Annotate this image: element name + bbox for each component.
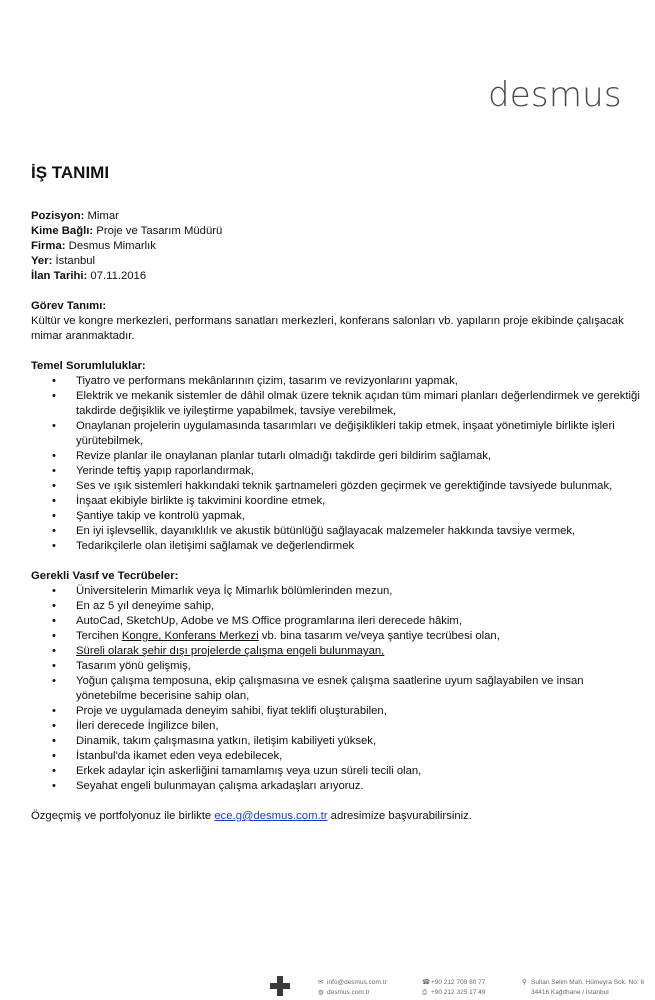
company-logo: desmus <box>488 75 622 115</box>
responsibilities-list <box>31 374 641 554</box>
meta-value: Proje ve Tasarım Müdürü <box>93 225 223 237</box>
list-item: • Tedarikçilerle olan iletişimi sağlamak ve değerlendirmek <box>31 539 641 554</box>
footer-contact-web <box>318 978 387 998</box>
phone-icon: ☎ <box>422 979 431 986</box>
footer-fax: +90 212 325 17 49 <box>431 989 486 996</box>
qualifications-list <box>31 584 641 794</box>
list-item: • En az 5 yıl deneyime sahip, <box>31 599 641 614</box>
list-item: • Şantiye takip ve kontrolü yapmak, <box>31 509 641 524</box>
list-item: • AutoCad, SketchUp, Adobe ve MS Office programlarına ileri derecede hâkim, <box>31 614 641 629</box>
list-item: • Elektrik ve mekanik sistemler de dâhil olmak üzere teknik açıdan tüm mimari planları değerlendirmek ve gerektiği takdirde değişiklik ve iyileştirme yapabilmek, tavsiye verebilmek, <box>31 389 641 419</box>
list-item: • Tasarım yönü gelişmiş, <box>31 659 641 674</box>
fax-icon: ⎙ <box>422 989 428 996</box>
apply-line <box>31 809 641 824</box>
list-item: • En iyi işlevsellik, dayanıklılık ve akustik bütünlüğü sağlayacak malzemeler hakkında tavsiye vermek, <box>31 524 641 539</box>
list-item <box>31 644 641 659</box>
meta-block <box>31 209 641 284</box>
footer <box>0 976 655 1000</box>
responsibilities-title: Temel Sorumluluklar: <box>31 360 146 372</box>
meta-label: İlan Tarihi: <box>31 270 88 282</box>
meta-value: İstanbul <box>52 255 96 267</box>
page-title: İŞ TANIMI <box>31 163 110 182</box>
list-item: • İnşaat ekibiyle birlikte iş takvimini koordine etmek, <box>31 494 641 509</box>
meta-label: Firma: <box>31 240 66 252</box>
qualifications-title: Gerekli Vasıf ve Tecrübeler: <box>31 570 179 582</box>
list-item: • Proje ve uygulamada deneyim sahibi, fiyat teklifi oluşturabilen, <box>31 704 641 719</box>
duty-text: Kültür ve kongre merkezleri, performans sanatları merkezleri, konferans salonları vb. yapıların proje ekibinde çalışacak mimar aranmaktadır. <box>31 315 624 342</box>
meta-position <box>31 209 641 224</box>
item-underlined-text: Süreli olarak şehir dışı projelerde çalışma engeli bulunmayan, <box>76 645 385 657</box>
meta-reports-to <box>31 224 641 239</box>
footer-phone: +90 212 709 80 77 <box>431 979 486 986</box>
item-text: vb. bina tasarım ve/veya şantiye tecrübesi olan, <box>258 630 500 642</box>
item-underlined-text: Kongre, Konferans Merkezi <box>121 630 259 642</box>
globe-icon: ◍ <box>318 989 324 996</box>
list-item: • Seyahat engeli bulunmayan çalışma arkadaşları arıyoruz. <box>31 779 641 794</box>
footer-address-line1: Sultan Selim Mah. Hümeyra Sok. No: 6 <box>531 979 645 986</box>
list-item: • Yoğun çalışma temposuna, ekip çalışmasına ve esnek çalışma saatlerine uyum sağlayabilen ve insan yönetebilme becerisine sahip olan, <box>31 674 641 704</box>
location-icon: ⚲ <box>522 979 527 986</box>
meta-company <box>31 239 641 254</box>
footer-address <box>522 978 644 998</box>
list-item: • Yerinde teftiş yapıp raporlandırmak, <box>31 464 641 479</box>
apply-email-link[interactable]: ece.g@desmus.com.tr <box>214 810 328 822</box>
meta-value: Mimar <box>84 210 119 222</box>
duty-section <box>31 299 641 344</box>
meta-label: Kime Bağlı: <box>31 225 94 237</box>
duty-title: Görev Tanımı: <box>31 300 107 312</box>
list-item: • Dinamik, takım çalışmasına yatkın, iletişim kabiliyeti yüksek, <box>31 734 641 749</box>
meta-value: 07.11.2016 <box>87 270 147 282</box>
list-item: • Onaylanan projelerin uygulamasında tasarımları ve değişiklikleri takip etmek, inşaat yönetimiyle birlikte işleri yürütebilmek, <box>31 419 641 449</box>
responsibilities-section <box>31 359 641 554</box>
meta-location <box>31 254 641 269</box>
meta-label: Pozisyon: <box>31 210 85 222</box>
list-item: • Ses ve ışık sistemleri hakkındaki teknik şartnameleri gözden geçirmek ve gerektiğinde tavsiyede bulunmak, <box>31 479 641 494</box>
list-item: • İstanbul'da ikamet eden veya edebilecek, <box>31 749 641 764</box>
list-item: • İleri derecede İngilizce bilen, <box>31 719 641 734</box>
footer-web[interactable]: desmus.com.tr <box>327 989 370 996</box>
footer-address-line2: 34416 Kağıthane / İstanbul <box>531 989 609 996</box>
mail-icon: ✉ <box>318 979 324 986</box>
item-text: Tercihen <box>76 630 122 642</box>
list-item: • Erkek adaylar için askerliğini tamamlamış veya uzun süreli tecili olan, <box>31 764 641 779</box>
list-item: • Tiyatro ve performans mekânlarının çizim, tasarım ve revizyonlarını yapmak, <box>31 374 641 389</box>
apply-text: Özgeçmiş ve portfolyonuz ile birlikte <box>31 810 215 822</box>
list-item: • Üniversitelerin Mimarlık veya İç Mimarlık bölümlerinden mezun, <box>31 584 641 599</box>
footer-contact-phone <box>422 978 485 998</box>
footer-email[interactable]: info@desmus.com.tr <box>327 979 387 986</box>
job-description <box>31 163 641 824</box>
list-item <box>31 629 641 644</box>
apply-text: adresimize başvurabilirsiniz. <box>327 810 472 822</box>
meta-value: Desmus Mimarlık <box>65 240 156 252</box>
meta-label: Yer: <box>31 255 53 267</box>
list-item: • Revize planlar ile onaylanan planlar tutarlı olmadığı takdirde geri bildirim sağlamak, <box>31 449 641 464</box>
meta-date <box>31 269 641 284</box>
qualifications-section <box>31 569 641 794</box>
plus-logo-icon <box>270 976 290 996</box>
